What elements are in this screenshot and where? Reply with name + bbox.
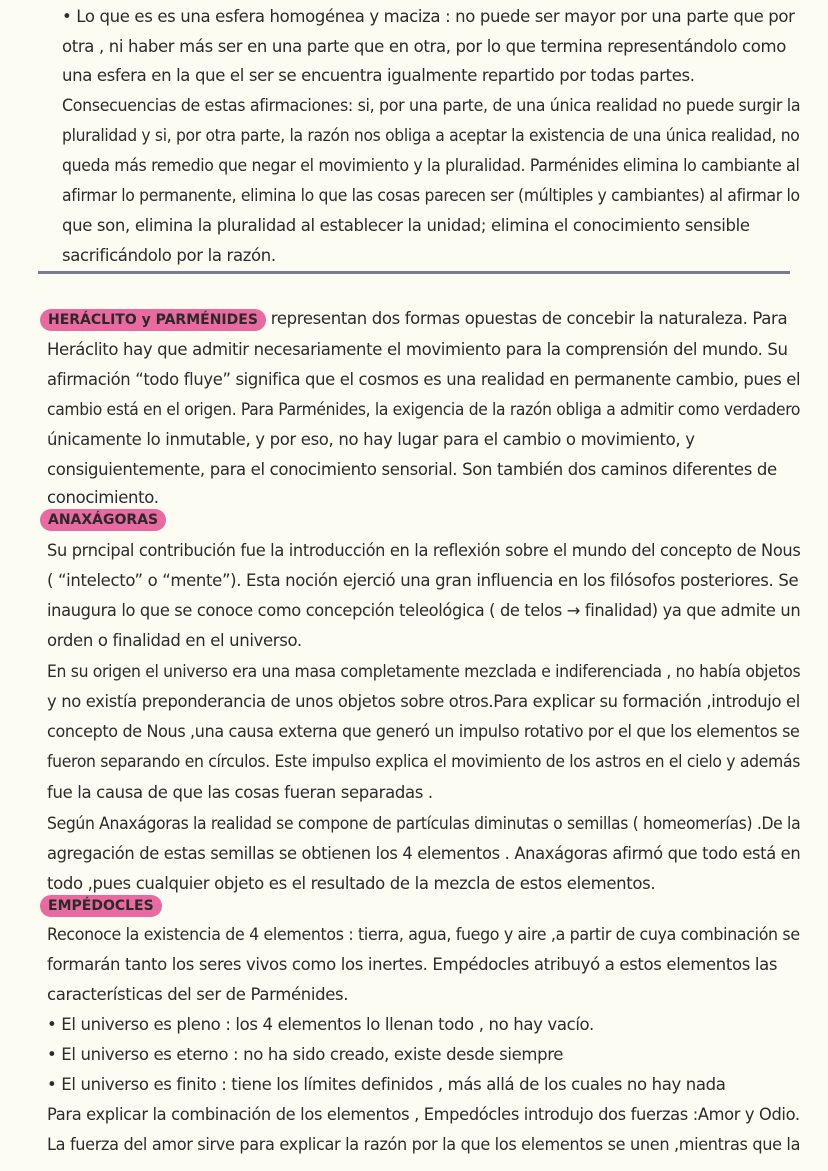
text-line: afirmar lo permanente, elimina lo que las cosas parecen ser (múltiples y cambiantes) al afirmar lo [62,186,800,205]
heading-empedocles: EMPÉDOCLES [40,895,162,917]
text-line: únicamente lo inmutable, y por eso, no hay lugar para el cambio o movimiento, y [47,430,695,449]
text-line: fueron separando en círculos. Este impulso explica el movimiento de los astros en el cielo y además [47,752,801,771]
text-line: pluralidad y si, por otra parte, la razón nos obliga a aceptar la existencia de una única realidad, no [62,126,800,145]
text-line: sacrificándolo por la razón. [62,246,276,265]
heading-empedocles-wrap [40,895,162,917]
text-line: La fuerza del amor sirve para explicar la razón por la que los elementos se unen ,mientras que la [47,1135,801,1154]
text-fragment: representan dos formas opuestas de concebir la naturaleza. Para [265,309,788,328]
text-line: y no existía preponderancia de unos objetos sobre otros.Para explicar su formación ,introdujo el [47,692,800,711]
text-line: afirmación “todo fluye” significa que el cosmos es una realidad en permanente cambio, pues el [47,370,801,389]
text-line: Consecuencias de estas afirmaciones: si, por una parte, de una única realidad no puede surgir la [62,96,801,115]
text-line: agregación de estas semillas se obtienen los 4 elementos . Anaxágoras afirmó que todo está en [47,844,801,863]
text-line: ( “intelecto” o “mente”). Esta noción ejerció una gran influencia en los filósofos posteriores. Se [47,571,799,590]
text-line: Reconoce la existencia de 4 elementos : tierra, agua, fuego y aire ,a partir de cuya combinación se [47,925,800,944]
text-line: queda más remedio que negar el movimiento y la pluralidad. Parménides elimina lo cambiante al [62,156,800,175]
text-line: fue la causa de que las cosas fueran separadas . [47,783,433,802]
text-line: • Lo que es es una esfera homogénea y maciza : no puede ser mayor por una parte que por [62,7,795,26]
text-line: Heráclito hay que admitir necesariamente el movimiento para la comprensión del mundo. Su [47,340,788,359]
text-line: En su origen el universo era una masa completamente mezclada e indiferenciada , no había objetos [47,662,801,681]
text-line: orden o finalidad en el universo. [47,631,302,650]
text-line: • El universo es finito : tiene los límites definidos , más allá de los cuales no hay nada [47,1075,726,1094]
text-line: Su prncipal contribución fue la introducción en la reflexión sobre el mundo del concepto de Nous [47,541,801,560]
heading-anaxagoras: ANAXÁGORAS [40,509,166,531]
text-line: consiguientemente, para el conocimiento sensorial. Son también dos caminos diferentes de [47,460,777,479]
text-line: cambio está en el origen. Para Parménides, la exigencia de la razón obliga a admitir como verdadero [47,400,801,419]
text-line: que son, elimina la pluralidad al establecer la unidad; elimina el conocimiento sensible [62,216,750,235]
text-line: todo ,pues cualquier objeto es el resultado de la mezcla de estos elementos. [47,874,656,893]
heraclito-first-line [40,309,787,331]
text-line: • El universo es eterno : no ha sido creado, existe desde siempre [47,1045,564,1064]
section-divider [38,271,790,274]
text-line: formarán tanto los seres vivos como los inertes. Empédocles atribuyó a estos elementos las [47,955,778,974]
text-line: • El universo es pleno : los 4 elementos lo llenan todo , no hay vacío. [47,1015,594,1034]
text-line: conocimiento. [47,488,159,507]
text-line: concepto de Nous ,una causa externa que generó un impulso rotativo por el que los elementos se [47,722,800,741]
text-line: inaugura lo que se conoce como concepción teleológica ( de telos → finalidad) ya que admite un [47,601,801,620]
text-line: una esfera en la que el ser se encuentra igualmente repartido por todas partes. [62,66,695,85]
text-line: Para explicar la combinación de los elementos , Empedócles introdujo dos fuerzas :Amor y Odio. [47,1105,800,1124]
text-line: Según Anaxágoras la realidad se compone de partículas diminutas o semillas ( homeomerías) .De la [47,814,801,833]
heading-heraclito-parmenides: HERÁCLITO y PARMÉNIDES [40,309,266,331]
text-line: características del ser de Parménides. [47,985,349,1004]
text-line: otra , ni haber más ser en una parte que en otra, por lo que termina representándolo como [62,37,786,56]
heading-anaxagoras-wrap [40,509,166,531]
